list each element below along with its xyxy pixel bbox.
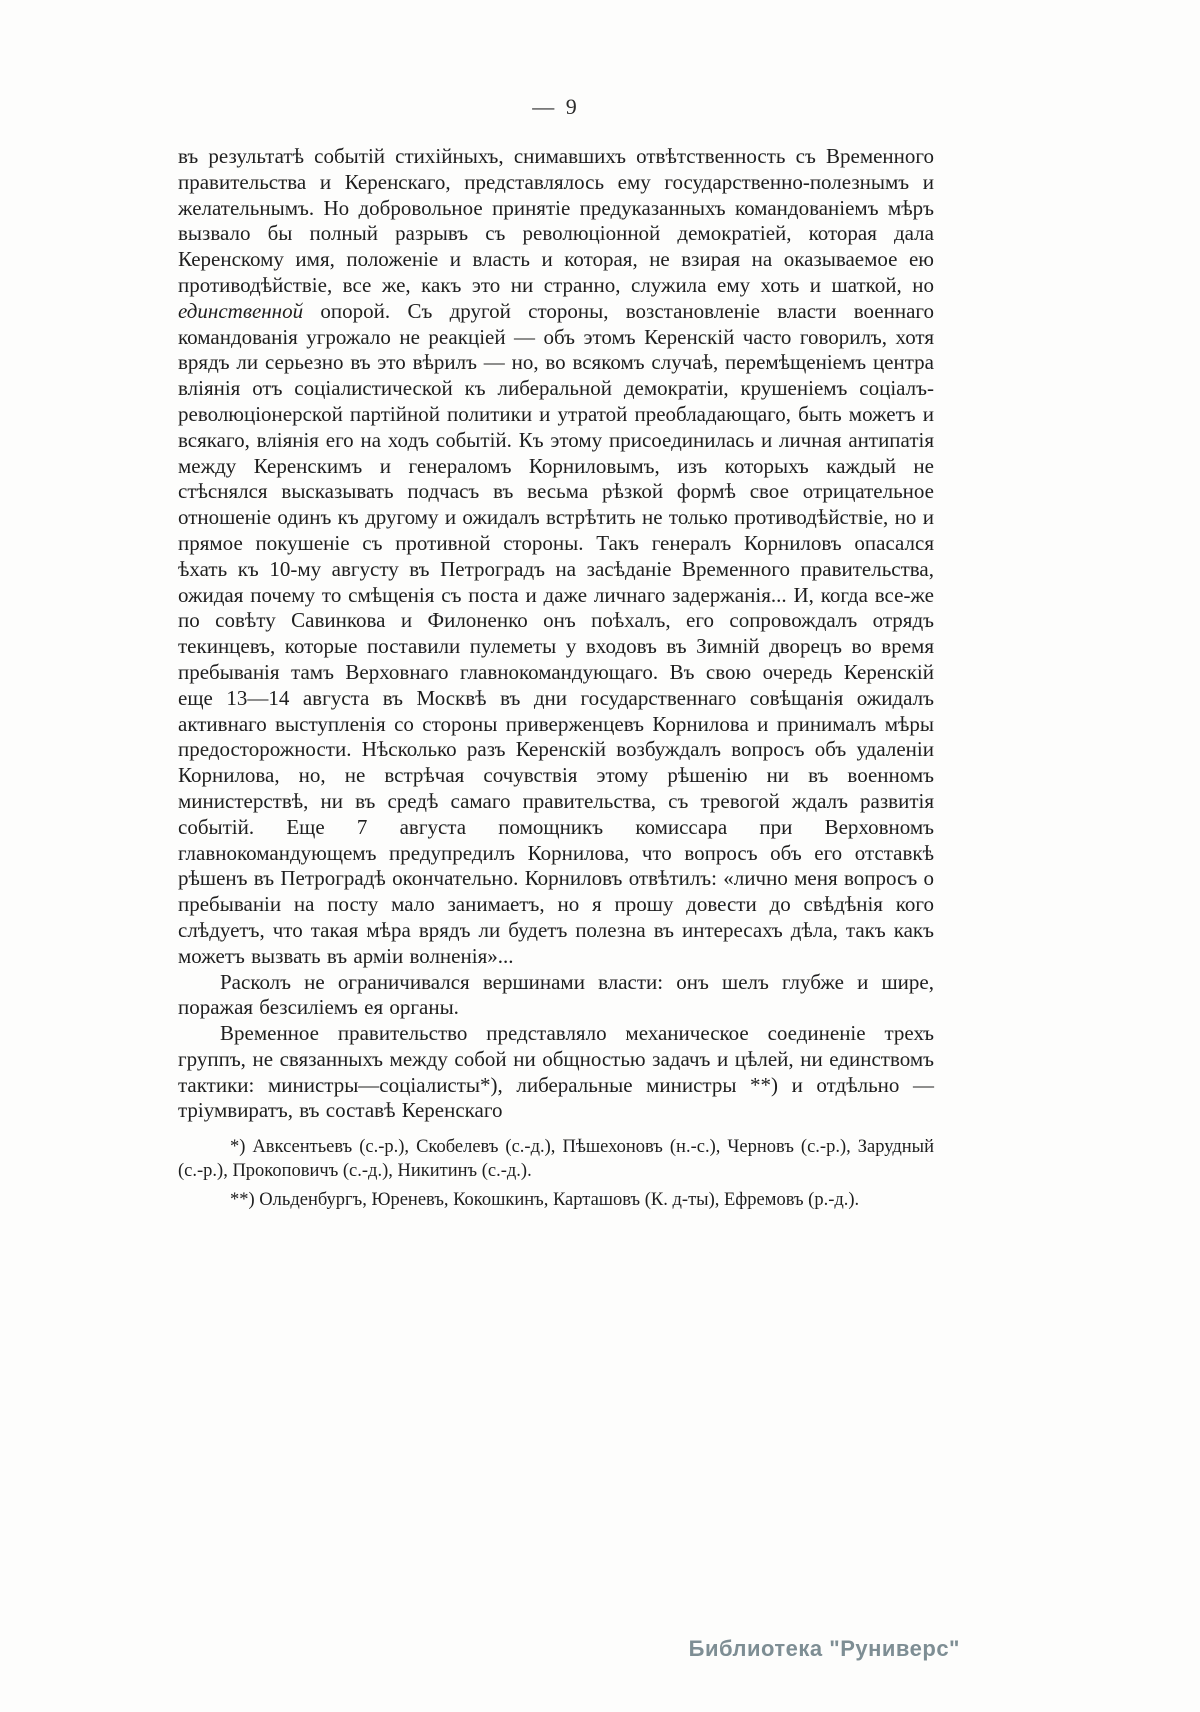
library-watermark: Библиотека "Руниверс" — [688, 1636, 960, 1661]
paragraph-raskol: Расколъ не ограничивался вершинами власти: онъ шелъ глубже и шире, поражая безсиліемъ ея органы. — [178, 969, 934, 1020]
paragraph-provisional-government: Временное правительство представляло механическое соединеніе трехъ группъ, не связанныхъ между собой ни общностью задачъ и цѣлей, ни единствомъ тактики: министры—соціалисты*), либеральные министры **) и отдѣльно — тріумвиратъ, въ составѣ Керенскаго — [178, 1021, 934, 1123]
page-number: — 9 — [532, 94, 580, 119]
paragraph1-italic-word: единственной — [178, 298, 304, 323]
text-column — [178, 94, 934, 1213]
body-text — [178, 144, 934, 1124]
footnote-2: **) Ольденбургъ, Юреневъ, Кокошкинъ, Карташовъ (К. д-ты), Ефремовъ (р.-д.). — [230, 1190, 860, 1211]
paragraph1-text-before: въ результатѣ событій стихійныхъ, снимавшихъ отвѣтственность съ Временного правительства и Керенскаго, представлялось ему государственно-полезнымъ и желательнымъ. Но добровольное принятіе предуказанныхъ командованіемъ мѣръ вызвало бы полный разрывъ съ революціонной демократіей, которая дала Керенскому имя, положеніе и власть и которая, не взирая на оказываемое ею противодѣйствіе, все же, какъ это ни странно, служила ему хоть и шаткой, но — [178, 144, 934, 297]
footnote-1: *) Авксентьевъ (с.-р.), Скобелевъ (с.-д.), Пѣшехоновъ (н.-с.), Черновъ (с.-р.), Зарудный (с.-р.), Прокоповичъ (с.-д.), Никитинъ (с.-д.). — [178, 1137, 934, 1181]
paragraph1-text-after: опорой. Съ другой стороны, возстановленіе власти военнаго командованія угрожало не реакціей — объ этомъ Керенскій часто говорилъ, хотя врядъ ли серьезно въ это вѣрилъ — но, во всякомъ случаѣ, перемѣщеніемъ центра вліянія отъ соціалистической къ либеральной демократіи, крушеніемъ соціалъ-революціонерской партійной политики и утратой преобладающаго, быть можетъ и всякаго, вліянія его на ходъ событій. Къ этому присоединилась и личная антипатія между Керенскимъ и генераломъ Корниловымъ, изъ которыхъ каждый не стѣснялся высказывать подчасъ въ весьма рѣзкой формѣ свое отрицательное отношеніе одинъ къ другому и ожидалъ встрѣтить не только противодѣйствіе, но и прямое покушеніе съ противной стороны. Такъ генералъ Корниловъ опасался ѣхать къ 10-му августу въ Петроградъ на засѣданіе Временного правительства, ожидая почему то смѣщенія съ поста и даже личнаго задержанія... И, когда все-же по совѣту Савинкова и Филоненко онъ поѣхалъ, его сопровождалъ отрядъ текинцевъ, которые поставили пулеметы у входовъ въ Зимній дворецъ во время пребыванія тамъ Верховнаго главнокомандующаго. Въ свою очередь Керенскій еще 13—14 августа въ Москвѣ въ дни государственнаго совѣщанія ожидалъ активнаго выступленія со стороны приверженцевъ Корнилова и принималъ мѣры предосторожности. Нѣсколько разъ Керенскій возбуждалъ вопросъ объ удаленіи Корнилова, но, не встрѣчая сочувствія этому рѣшенію ни въ военномъ министерствѣ, ни въ средѣ самаго правительства, съ тревогой ждалъ развитія событій. Еще 7 августа помощникъ комиссара при Верховномъ главнокомандующемъ предупредилъ Корнилова, что вопросъ объ его отставкѣ рѣшенъ въ Петроградѣ окончательно. Корниловъ отвѣтилъ: «лично меня вопросъ о пребываніи на посту мало занимаетъ, но я прошу довести до свѣдѣнія кого слѣдуетъ, что такая мѣра врядъ ли будетъ полезна въ интересахъ дѣла, такъ какъ можетъ вызвать въ арміи волненія»... — [178, 298, 934, 968]
paragraph-continuation — [178, 144, 934, 970]
footnotes — [178, 1136, 934, 1213]
